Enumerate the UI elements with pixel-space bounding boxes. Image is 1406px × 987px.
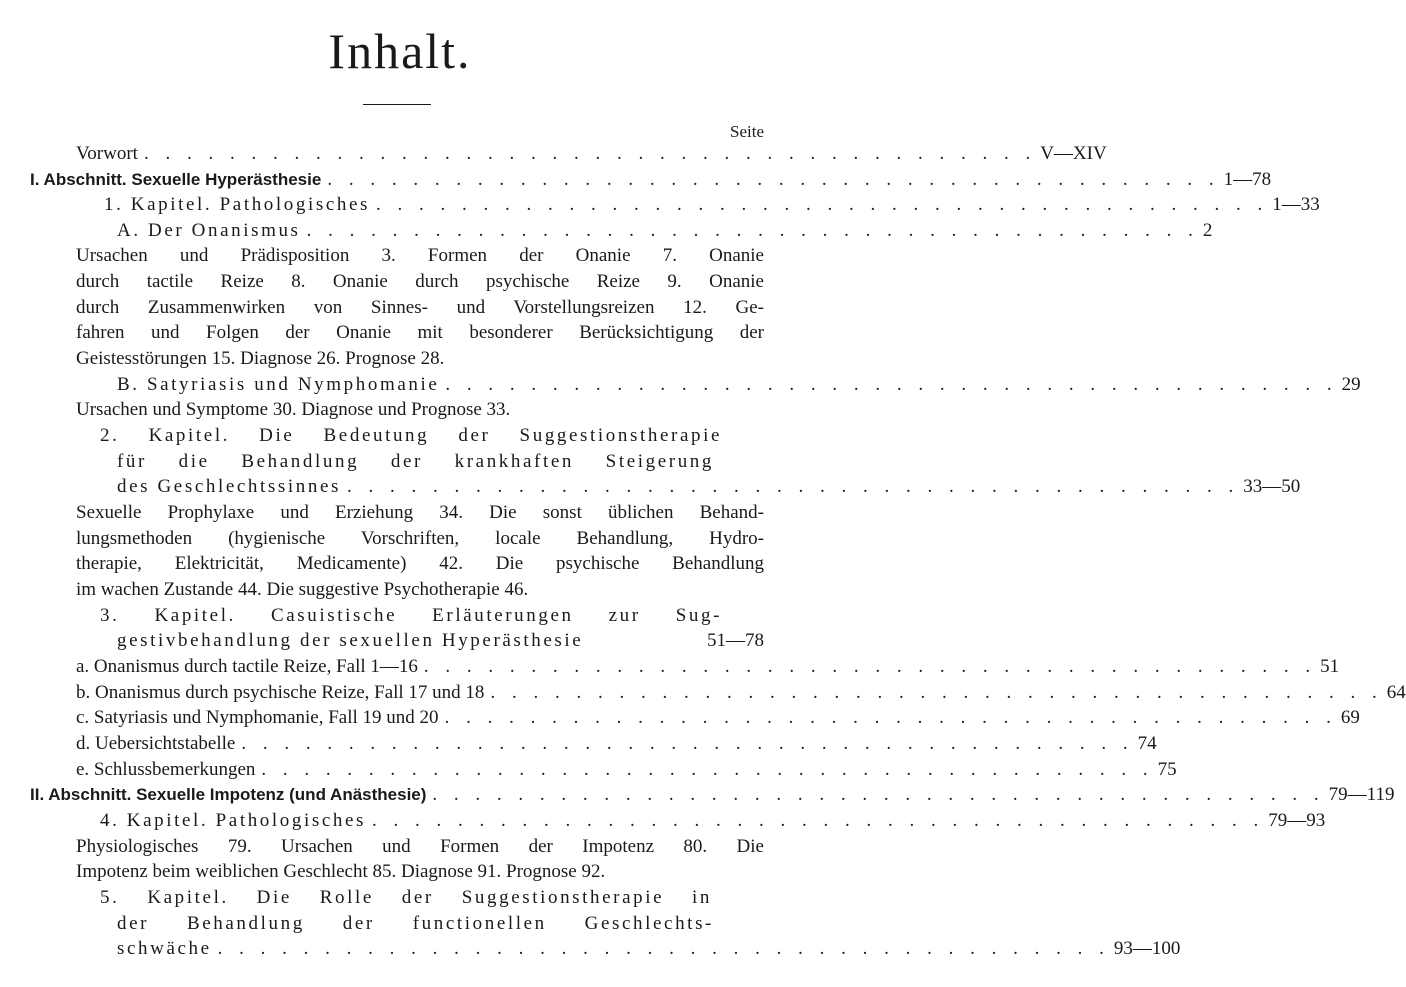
toc-item-d bbox=[76, 731, 1157, 757]
toc-entry-vorwort bbox=[76, 141, 1107, 167]
toc-entry-page: 51 bbox=[1320, 656, 1340, 677]
leader-dots: . . . . . . . . . . . . . . . . . . . . . . . . . . . . . . . . . . . . . . . . . . bbox=[241, 733, 1134, 754]
toc-entry-page: 79—119 bbox=[1328, 784, 1395, 805]
toc-subsection-a bbox=[117, 218, 1213, 244]
summary-line: Impotenz beim weiblichen Geschlecht 85. Diagnose 91. Prognose 92. bbox=[76, 861, 606, 882]
leader-dots: . . . . . . . . . . . . . . . . . . . . . . . . . . . . . . . . . . . . . . . . . . bbox=[445, 374, 1338, 395]
title-rule bbox=[363, 104, 431, 105]
toc-section-1 bbox=[30, 167, 1272, 193]
toc-entry-page: 51—78 bbox=[707, 630, 764, 651]
toc-entry-page: 1—78 bbox=[1223, 169, 1272, 190]
toc-entry-page: 93—100 bbox=[1113, 938, 1181, 959]
toc-entry-title: Vorwort bbox=[76, 143, 138, 164]
toc-entry-title: B. Satyriasis und Nymphomanie bbox=[117, 374, 440, 395]
toc-entry-page: 64 bbox=[1386, 682, 1406, 703]
leader-dots: . . . . . . . . . . . . . . . . . . . . . . . . . . . . . . . . . . . . . . . . . . bbox=[423, 656, 1317, 677]
toc-chapter-4 bbox=[100, 808, 1326, 834]
summary-line: fahren und Folgen der Onanie mit besonderer Berücksichtigung der bbox=[76, 322, 764, 343]
toc-entry-title: gestivbehandlung der sexuellen Hyperästhesie bbox=[117, 630, 584, 651]
toc-chapter-5-title: 5. Kapitel. Die Rolle der Suggestionstherapie in bbox=[100, 887, 712, 908]
toc-chapter-5-title: der Behandlung der functionellen Geschlechts- bbox=[117, 913, 714, 934]
toc-entry-title: a. Onanismus durch tactile Reize, Fall 1—16 bbox=[76, 656, 418, 677]
toc-chapter-5 bbox=[117, 936, 1181, 962]
summary-line: Physiologisches 79. Ursachen und Formen der Impotenz 80. Die bbox=[76, 836, 764, 857]
toc-section-2 bbox=[30, 782, 1395, 808]
summary-line: durch Zusammenwirken von Sinnes- und Vorstellungsreizen 12. Ge- bbox=[76, 297, 764, 318]
toc-entry-page: 69 bbox=[1340, 707, 1360, 728]
toc-entry-title: d. Uebersichtstabelle bbox=[76, 733, 236, 754]
toc-chapter-1 bbox=[104, 192, 1320, 218]
leader-dots: . . . . . . . . . . . . . . . . . . . . . . . . . . . . . . . . . . . . . . . . . . bbox=[327, 169, 1220, 190]
summary-line: Sexuelle Prophylaxe und Erziehung 34. Die sonst üblichen Behand- bbox=[76, 502, 764, 523]
toc-chapter-2-title: für die Behandlung der krankhaften Steigerung bbox=[117, 451, 714, 472]
toc-entry-title: 4. Kapitel. Pathologisches bbox=[100, 810, 367, 831]
toc-item-a bbox=[76, 654, 1340, 680]
leader-dots: . . . . . . . . . . . . . . . . . . . . . . . . . . . . . . . . . . . . . . . . . . bbox=[376, 194, 1269, 215]
page-title: Inhalt. bbox=[328, 23, 472, 79]
toc-item-c bbox=[76, 705, 1360, 731]
toc-entry-title: des Geschlechtssinnes bbox=[117, 476, 341, 497]
toc-chapter-3 bbox=[117, 628, 764, 654]
toc-entry-page: 74 bbox=[1137, 733, 1157, 754]
toc-chapter-2-title: 2. Kapitel. Die Bedeutung der Suggestionstherapie bbox=[100, 425, 722, 446]
toc-chapter-3-title: 3. Kapitel. Casuistische Erläuterungen zur Sug- bbox=[100, 605, 722, 626]
leader-dots: . . . . . . . . . . . . . . . . . . . . . . . . . . . . . . . . . . . . . . . . . . bbox=[217, 938, 1110, 959]
summary-line: Geistesstörungen 15. Diagnose 26. Prognose 28. bbox=[76, 348, 445, 369]
leader-dots: . . . . . . . . . . . . . . . . . . . . . . . . . . . . . . . . . . . . . . . . . . bbox=[143, 143, 1037, 164]
toc-entry-title: I. Abschnitt. Sexuelle Hyperästhesie bbox=[30, 170, 322, 189]
toc-entry-title: 1. Kapitel. Pathologisches bbox=[104, 194, 371, 215]
toc-entry-page: 75 bbox=[1157, 759, 1177, 780]
leader-dots: . . . . . . . . . . . . . . . . . . . . . . . . . . . . . . . . . . . . . . . . . . bbox=[346, 476, 1240, 497]
toc-entry-title: schwäche bbox=[117, 938, 212, 959]
leader-dots: . . . . . . . . . . . . . . . . . . . . . . . . . . . . . . . . . . . . . . . . . . bbox=[372, 810, 1265, 831]
toc-entry-page: 2 bbox=[1202, 220, 1213, 241]
summary-line: lungsmethoden (hygienische Vorschriften, locale Behandlung, Hydro- bbox=[76, 528, 764, 549]
toc-entry-title: A. Der Onanismus bbox=[117, 220, 301, 241]
page-column-header: Seite bbox=[730, 122, 764, 141]
toc-entry-page: V—XIV bbox=[1040, 143, 1107, 164]
toc-entry-title: c. Satyriasis und Nymphomanie, Fall 19 und 20 bbox=[76, 707, 439, 728]
summary-line: Ursachen und Prädisposition 3. Formen der Onanie 7. Onanie bbox=[76, 245, 764, 266]
summary-line: therapie, Elektricität, Medicamente) 42. Die psychische Behandlung bbox=[76, 553, 764, 574]
summary-line: Ursachen und Symptome 30. Diagnose und Prognose 33. bbox=[76, 399, 511, 420]
leader-dots: . . . . . . . . . . . . . . . . . . . . . . . . . . . . . . . . . . . . . . . . . . bbox=[432, 784, 1325, 805]
toc-item-e bbox=[76, 757, 1177, 783]
toc-item-b bbox=[76, 680, 1406, 706]
toc-entry-page: 1—33 bbox=[1272, 194, 1320, 215]
toc-entry-title: II. Abschnitt. Sexuelle Impotenz (und Anästhesie) bbox=[30, 785, 427, 804]
toc-chapter-2 bbox=[117, 474, 1301, 500]
toc-subsection-b bbox=[117, 372, 1361, 398]
leader-dots: . . . . . . . . . . . . . . . . . . . . . . . . . . . . . . . . . . . . . . . . . . bbox=[490, 682, 1383, 703]
leader-dots: . . . . . . . . . . . . . . . . . . . . . . . . . . . . . . . . . . . . . . . . . . bbox=[261, 759, 1154, 780]
toc-entry-title: b. Onanismus durch psychische Reize, Fall 17 und 18 bbox=[76, 682, 485, 703]
toc-entry-page: 29 bbox=[1341, 374, 1361, 395]
leader-dots: . . . . . . . . . . . . . . . . . . . . . . . . . . . . . . . . . . . . . . . . . . bbox=[444, 707, 1337, 728]
summary-line: im wachen Zustande 44. Die suggestive Psychotherapie 46. bbox=[76, 579, 529, 600]
leader-dots: . . . . . . . . . . . . . . . . . . . . . . . . . . . . . . . . . . . . . . . . . . bbox=[306, 220, 1199, 241]
summary-line: durch tactile Reize 8. Onanie durch psychische Reize 9. Onanie bbox=[76, 271, 764, 292]
toc-entry-page: 79—93 bbox=[1268, 810, 1326, 831]
toc-entry-page: 33—50 bbox=[1243, 476, 1301, 497]
toc-entry-title: e. Schlussbemerkungen bbox=[76, 759, 256, 780]
